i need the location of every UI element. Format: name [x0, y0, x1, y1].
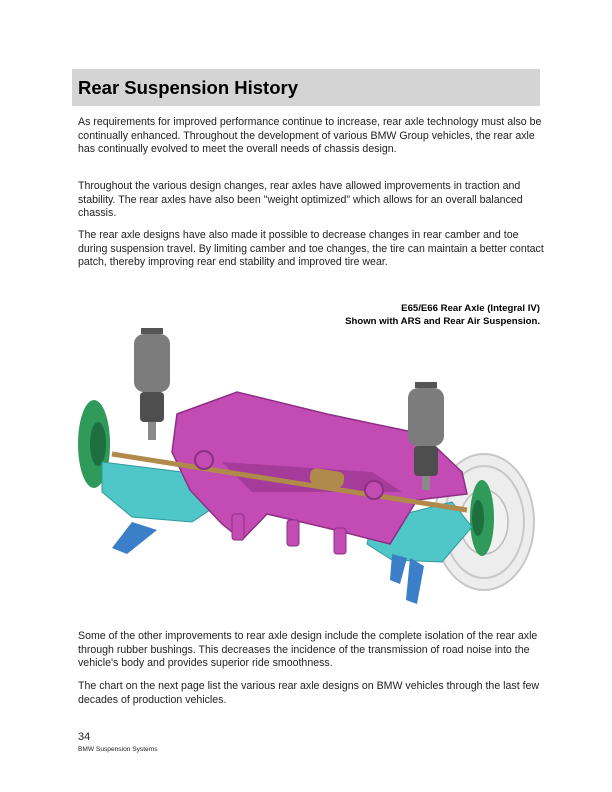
bushing-right [365, 481, 383, 499]
subframe-mount-3 [334, 528, 346, 554]
paragraph-intro: As requirements for improved performance continue to increase, rear axle technology must also be continually enhanced. Throughout the development of various BMW Group vehicles, the rear axle has continually evolved to meet the overall needs of chassis design. [78, 116, 542, 156]
bushing-left [195, 451, 213, 469]
subframe-mount-1 [232, 514, 244, 540]
right-link-tip [390, 554, 407, 584]
right-wheel-hub [470, 480, 494, 556]
paragraph-isolation: Some of the other improvements to rear axle design include the complete isolation of the rear axle through rubber bushings. This decreases the incidence of the transmission of road noise into the vehicle's body and provides superior ride smoothness. [78, 630, 538, 670]
rear-axle-drawing [72, 322, 540, 614]
caption-line-1: E65/E66 Rear Axle (Integral IV) [401, 303, 540, 314]
page-title: Rear Suspension History [78, 77, 299, 98]
left-lower-link [112, 522, 157, 554]
right-lower-link [406, 558, 424, 604]
paragraph-camber: The rear axle designs have also made it possible to decrease changes in rear camber and toe during suspension travel. By limiting camber and toe changes, the tire can maintain a better contact patch, thereby improving rear end stability and improved tire wear. [78, 229, 544, 269]
subframe-mount-2 [287, 520, 299, 546]
page-number: 34 [78, 731, 91, 743]
caption-line-2: Shown with ARS and Rear Air Suspension. [345, 316, 540, 327]
footer-doc-title: BMW Suspension Systems [78, 746, 158, 753]
paragraph-traction: Throughout the various design changes, rear axles have allowed improvements in traction and stability. The rear axles have also been "weight optimized" which allows for an overall balanced chassis. [78, 180, 523, 220]
left-air-spring [134, 328, 170, 440]
rear-axle-illustration [72, 322, 540, 614]
title-bar [72, 69, 540, 106]
paragraph-chart-note: The chart on the next page list the various rear axle designs on BMW vehicles through the last few decades of production vehicles. [78, 680, 540, 706]
